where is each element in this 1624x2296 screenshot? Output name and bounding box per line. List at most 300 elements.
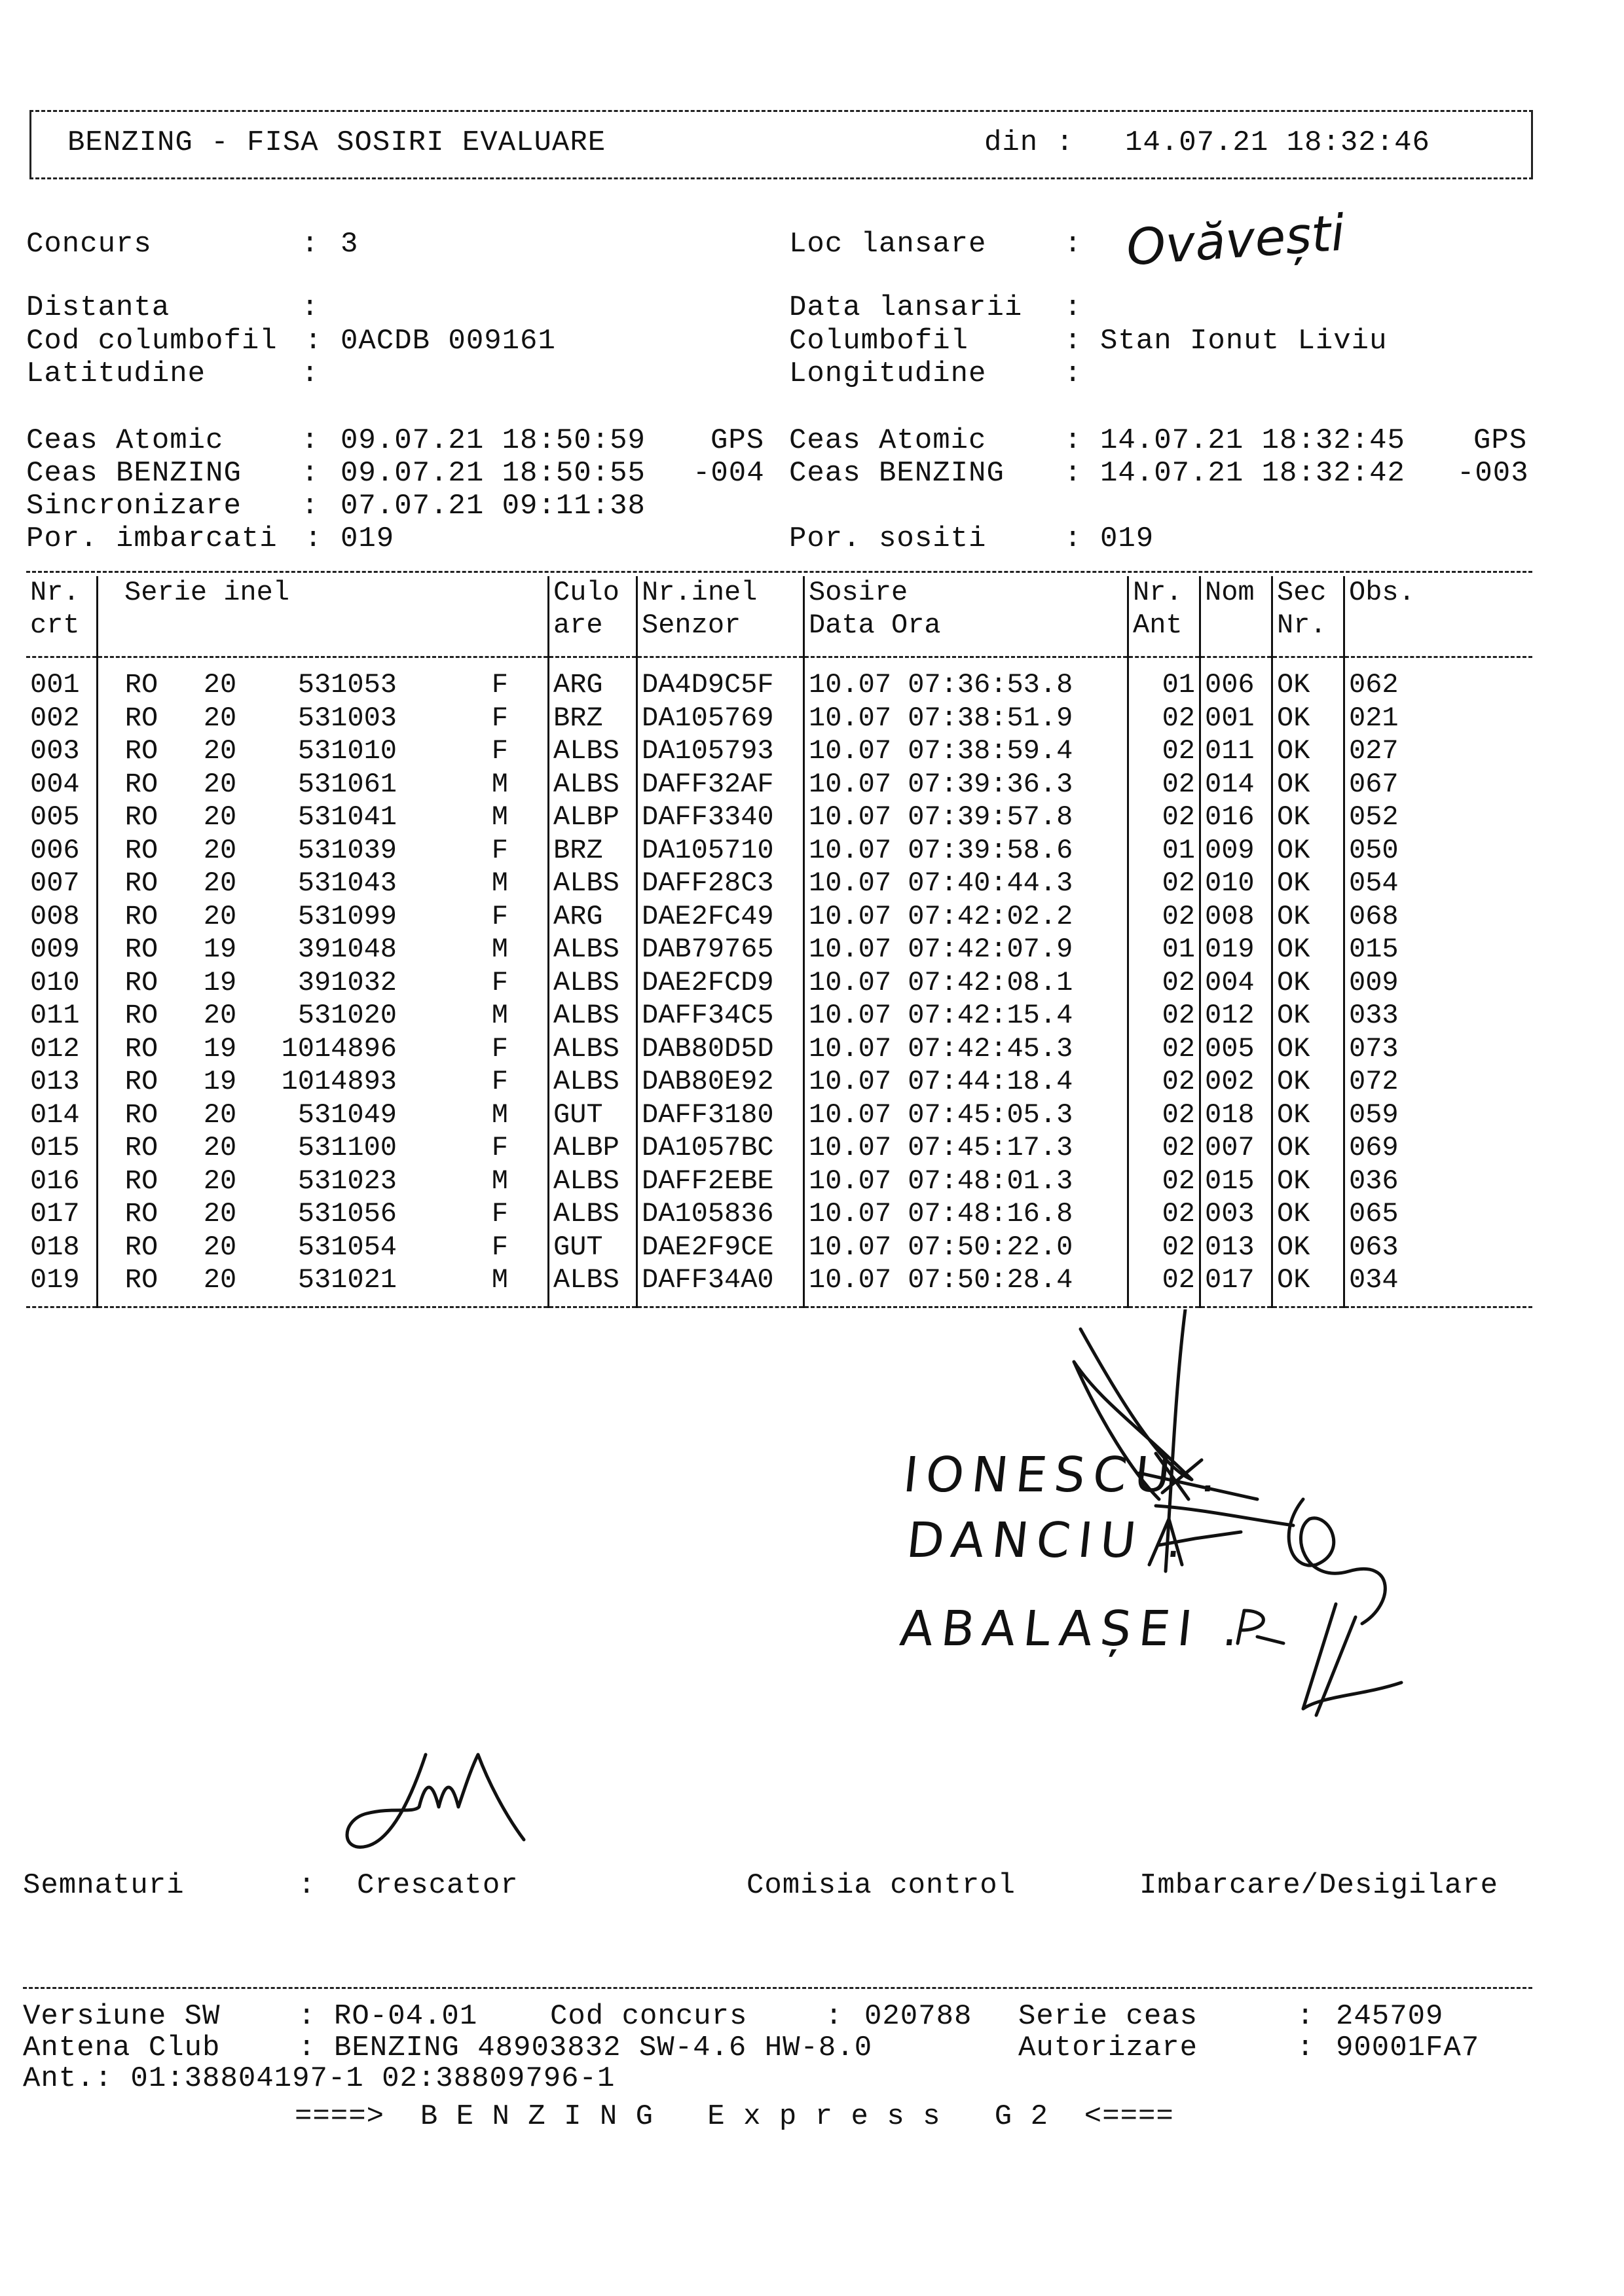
arrival-time: 07:39:36.3 (908, 768, 1073, 800)
security-status: OK (1272, 768, 1344, 801)
observation: 063 (1344, 1231, 1533, 1264)
arrival-time: 07:45:05.3 (908, 1099, 1073, 1131)
ring-year: 19 (203, 966, 237, 998)
security-status: OK (1272, 966, 1344, 1000)
colon: : (1064, 228, 1082, 261)
ring-color: BRZ (549, 834, 637, 867)
ring-year: 20 (203, 867, 237, 899)
observation: 069 (1344, 1131, 1533, 1165)
arrival-datetime (804, 768, 1128, 801)
colon: : (1064, 522, 1082, 555)
ring-year: 20 (203, 1264, 237, 1296)
col-obs-header: Obs. (1344, 576, 1533, 657)
ring-year: 20 (203, 1132, 237, 1163)
row-number: 017 (30, 1198, 80, 1230)
ring-sex: F (491, 1032, 508, 1065)
row-number: 001 (30, 669, 80, 701)
sensor-id: DAFF34A0 (637, 1264, 804, 1307)
arrival-datetime (804, 1131, 1128, 1165)
table-row (26, 867, 1532, 900)
arrival-time: 07:38:51.9 (908, 702, 1073, 734)
ring-country: RO (124, 1198, 158, 1230)
arrivals-table (26, 576, 1532, 1308)
ring-country: RO (124, 900, 158, 932)
ring-number: 531053 (297, 669, 397, 701)
ring-number: 531003 (297, 702, 397, 734)
ceas-benzing-start-value: 09.07.21 18:50:55 (341, 457, 646, 490)
observation: 054 (1344, 867, 1533, 900)
data-lansarii-label: Data lansarii (789, 291, 1023, 324)
sensor-id: DAFF3340 (637, 801, 804, 834)
sensor-id: DAE2FCD9 (637, 966, 804, 1000)
ring-number: 531039 (297, 834, 397, 866)
row-number: 005 (30, 801, 80, 833)
colon: : (298, 2032, 316, 2064)
arrival-date: 10.07 (809, 1231, 892, 1263)
colon: : (1064, 357, 1082, 390)
ring-country: RO (124, 702, 158, 734)
arrival-time: 07:36:53.8 (908, 669, 1073, 701)
col-culoare-header: Culo are (549, 576, 637, 657)
ring-sex: F (491, 900, 508, 932)
sensor-id: DAFF28C3 (637, 867, 804, 900)
row-number: 002 (30, 702, 80, 734)
nominated-rank: 008 (1200, 900, 1272, 934)
security-status: OK (1272, 1264, 1344, 1307)
ring-color: ALBS (549, 1165, 637, 1198)
nominated-rank: 015 (1200, 1165, 1272, 1198)
col-nr-header: Nr. crt (26, 576, 98, 657)
colon: : (301, 457, 320, 490)
table-row (26, 966, 1532, 1000)
ring-number: 531041 (297, 801, 397, 833)
distanta-label: Distanta (26, 291, 170, 324)
ring-serie (98, 1264, 549, 1307)
arrival-time: 07:38:59.4 (908, 735, 1073, 767)
table-header-row (26, 576, 1532, 657)
colon: : (1064, 424, 1082, 457)
colon: : (825, 2000, 843, 2033)
nominated-rank: 010 (1200, 867, 1272, 900)
por-imbarcati-label: Por. imbarcati (26, 522, 278, 555)
antenna-number: 01 (1128, 657, 1200, 702)
observation: 050 (1344, 834, 1533, 867)
ring-country: RO (124, 966, 158, 998)
observation: 052 (1344, 801, 1533, 834)
arrival-date: 10.07 (809, 1032, 892, 1065)
nominated-rank: 005 (1200, 1032, 1272, 1066)
sensor-id: DAB80D5D (637, 1032, 804, 1066)
ceas-benzing-start-extra: -004 (693, 457, 765, 490)
ring-number: 1014893 (281, 1066, 397, 1097)
security-status: OK (1272, 702, 1344, 735)
ring-color: ALBS (549, 1264, 637, 1307)
cod-columbofil-label: Cod columbofil (26, 325, 278, 357)
nominated-rank: 003 (1200, 1197, 1272, 1231)
handwritten-name-1: IONESCU . (900, 1447, 1228, 1503)
ring-year: 20 (203, 900, 237, 932)
ring-sex: M (491, 768, 508, 800)
arrival-datetime (804, 1165, 1128, 1198)
sensor-id: DAE2FC49 (637, 900, 804, 934)
crescator-signature (341, 1741, 537, 1872)
nominated-rank: 006 (1200, 657, 1272, 702)
ring-country: RO (124, 867, 158, 899)
por-sositi-label: Por. sositi (789, 522, 987, 555)
arrival-date: 10.07 (809, 900, 892, 932)
sensor-id: DAB79765 (637, 933, 804, 966)
ring-number: 531049 (297, 1099, 397, 1131)
ring-country: RO (124, 1165, 158, 1197)
nominated-rank: 009 (1200, 834, 1272, 867)
table-row (26, 657, 1532, 702)
ring-sex: F (491, 669, 508, 701)
arrival-time: 07:40:44.3 (908, 867, 1073, 899)
row-number: 011 (30, 1000, 80, 1031)
arrival-time: 07:50:22.0 (908, 1231, 1073, 1263)
sensor-id: DA4D9C5F (637, 657, 804, 702)
observation: 015 (1344, 933, 1533, 966)
arrival-date: 10.07 (809, 768, 892, 800)
ring-number: 531061 (297, 768, 397, 800)
arrival-datetime (804, 999, 1128, 1032)
ring-serie (98, 834, 549, 867)
antenna-number: 02 (1128, 1065, 1200, 1099)
table-row (26, 1264, 1532, 1307)
versiune-label: Versiune SW (23, 2000, 221, 2033)
arrival-datetime (804, 1099, 1128, 1132)
arrival-date: 10.07 (809, 1165, 892, 1197)
row-number: 006 (30, 834, 80, 866)
security-status: OK (1272, 1197, 1344, 1231)
nominated-rank: 001 (1200, 702, 1272, 735)
columbofil-label: Columbofil (789, 325, 969, 357)
loc-lansare-label: Loc lansare (789, 228, 987, 261)
versiune-value: RO-04.01 (334, 2000, 478, 2033)
security-status: OK (1272, 657, 1344, 702)
col-nom-header: Nom (1200, 576, 1272, 657)
security-status: OK (1272, 801, 1344, 834)
ring-sex: M (491, 1000, 508, 1031)
por-imbarcati-value: 019 (341, 522, 395, 555)
arrival-date: 10.07 (809, 934, 892, 965)
ring-serie (98, 768, 549, 801)
ring-serie (98, 867, 549, 900)
ring-country: RO (124, 1231, 158, 1263)
ring-color: ALBS (549, 1065, 637, 1099)
ring-sex: F (491, 1132, 508, 1163)
security-status: OK (1272, 900, 1344, 934)
sincronizare-value: 07.07.21 09:11:38 (341, 490, 646, 522)
ring-sex: M (491, 1099, 508, 1131)
table-row (26, 1165, 1532, 1198)
ring-year: 20 (203, 1198, 237, 1230)
security-status: OK (1272, 1131, 1344, 1165)
ring-year: 20 (203, 801, 237, 833)
security-status: OK (1272, 1165, 1344, 1198)
antena-label: Antena Club (23, 2032, 221, 2064)
antenna-number: 02 (1128, 1264, 1200, 1307)
crescator-label: Crescator (357, 1869, 519, 1902)
row-number: 010 (30, 966, 80, 998)
ring-color: BRZ (549, 702, 637, 735)
colon: : (1297, 2032, 1315, 2064)
ring-color: ALBS (549, 735, 637, 768)
observation: 027 (1344, 735, 1533, 768)
table-row (26, 834, 1532, 867)
table-row (26, 735, 1532, 768)
ring-number: 391048 (297, 934, 397, 965)
arrival-date: 10.07 (809, 834, 892, 866)
arrival-date: 10.07 (809, 1264, 892, 1296)
ceas-benzing-end-value: 14.07.21 18:32:42 (1100, 457, 1405, 490)
ring-sex: F (491, 702, 508, 734)
nominated-rank: 011 (1200, 735, 1272, 768)
ring-year: 20 (203, 768, 237, 800)
antenna-number: 02 (1128, 1131, 1200, 1165)
sensor-id: DA105793 (637, 735, 804, 768)
ring-year: 20 (203, 1165, 237, 1197)
nominated-rank: 014 (1200, 768, 1272, 801)
arrival-time: 07:44:18.4 (908, 1066, 1073, 1097)
col-sosire-header: Sosire Data Ora (804, 576, 1128, 657)
serie-ceas-value: 245709 (1336, 2000, 1444, 2033)
row-number: 018 (30, 1231, 80, 1263)
ring-sex: M (491, 801, 508, 833)
arrival-time: 07:50:28.4 (908, 1264, 1073, 1296)
table-row (26, 1131, 1532, 1165)
table-row (26, 1065, 1532, 1099)
observation: 009 (1344, 966, 1533, 1000)
antenna-number: 02 (1128, 999, 1200, 1032)
ring-serie (98, 1197, 549, 1231)
observation: 033 (1344, 999, 1533, 1032)
ring-serie (98, 1165, 549, 1198)
ceas-atomic-start-extra: GPS (710, 424, 765, 457)
ceas-benzing-end-label: Ceas BENZING (789, 457, 1005, 490)
arrival-datetime (804, 657, 1128, 702)
antenna-number: 01 (1128, 834, 1200, 867)
security-status: OK (1272, 1032, 1344, 1066)
latitudine-label: Latitudine (26, 357, 206, 390)
antenna-number: 02 (1128, 735, 1200, 768)
arrivals-table-body (26, 657, 1532, 1307)
ring-country: RO (124, 801, 158, 833)
colon: : (301, 424, 320, 457)
concurs-value: 3 (341, 228, 359, 261)
columbofil-value: Stan Ionut Liviu (1100, 325, 1388, 357)
ring-sex: M (491, 867, 508, 899)
nominated-rank: 012 (1200, 999, 1272, 1032)
arrival-time: 07:42:07.9 (908, 934, 1073, 965)
arrival-datetime (804, 900, 1128, 934)
table-row (26, 801, 1532, 834)
ring-year: 20 (203, 702, 237, 734)
arrival-time: 07:42:02.2 (908, 900, 1073, 932)
ring-color: GUT (549, 1231, 637, 1264)
arrival-datetime (804, 933, 1128, 966)
colon: : (1064, 325, 1082, 357)
security-status: OK (1272, 735, 1344, 768)
ring-sex: M (491, 1165, 508, 1197)
arrival-date: 10.07 (809, 735, 892, 767)
nominated-rank: 013 (1200, 1231, 1272, 1264)
ring-country: RO (124, 1099, 158, 1131)
arrival-date: 10.07 (809, 1000, 892, 1031)
row-number: 012 (30, 1032, 80, 1065)
arrival-date: 10.07 (809, 1198, 892, 1230)
benzing-express-banner: ====> B E N Z I N G E x p r e s s G 2 <==== (295, 2100, 1174, 2133)
serie-ceas-label: Serie ceas (1018, 2000, 1198, 2033)
security-status: OK (1272, 999, 1344, 1032)
arrival-datetime (804, 1032, 1128, 1066)
ring-sex: F (491, 1198, 508, 1230)
ring-year: 20 (203, 1231, 237, 1263)
arrival-datetime (804, 702, 1128, 735)
nominated-rank: 016 (1200, 801, 1272, 834)
antenna-number: 01 (1128, 933, 1200, 966)
handwritten-name-3: ABALAȘEI . (897, 1601, 1249, 1657)
sensor-id: DAFF3180 (637, 1099, 804, 1132)
comisia-control-label: Comisia control (747, 1869, 1016, 1902)
ring-color: ALBS (549, 1032, 637, 1066)
sensor-id: DA105769 (637, 702, 804, 735)
ceas-atomic-start-value: 09.07.21 18:50:59 (341, 424, 646, 457)
antenna-number: 02 (1128, 768, 1200, 801)
ceas-benzing-start-label: Ceas BENZING (26, 457, 242, 490)
ring-number: 531054 (297, 1231, 397, 1263)
ring-color: ALBS (549, 999, 637, 1032)
ring-country: RO (124, 669, 158, 701)
row-number: 003 (30, 735, 80, 767)
observation: 073 (1344, 1032, 1533, 1066)
autorizare-value: 90001FA7 (1336, 2032, 1480, 2064)
ring-color: GUT (549, 1099, 637, 1132)
handwritten-name-2: DANCIU . (904, 1512, 1193, 1569)
ring-country: RO (124, 735, 158, 767)
table-row (26, 1231, 1532, 1264)
row-number: 007 (30, 867, 80, 899)
ring-sex: F (491, 1231, 508, 1263)
document-title: BENZING - FISA SOSIRI EVALUARE (67, 126, 606, 159)
security-status: OK (1272, 1065, 1344, 1099)
ring-number: 531021 (297, 1264, 397, 1296)
ring-number: 531023 (297, 1165, 397, 1197)
por-sositi-value: 019 (1100, 522, 1154, 555)
col-sec-header: Sec Nr. (1272, 576, 1344, 657)
ring-color: ARG (549, 900, 637, 934)
sensor-id: DA1057BC (637, 1131, 804, 1165)
antenna-number: 02 (1128, 1165, 1200, 1198)
initials-mark-2 (1143, 1506, 1247, 1584)
arrival-date: 10.07 (809, 966, 892, 998)
table-row (26, 1099, 1532, 1132)
ring-serie (98, 933, 549, 966)
sensor-id: DAFF34C5 (637, 999, 804, 1032)
arrival-datetime (804, 735, 1128, 768)
autorizare-label: Autorizare (1018, 2032, 1198, 2064)
ring-color: ALBS (549, 966, 637, 1000)
col-nrinel-header: Nr.inel Senzor (637, 576, 804, 657)
cod-concurs-label: Cod concurs (550, 2000, 748, 2033)
arrival-time: 07:39:58.6 (908, 834, 1073, 866)
antenna-serials: Ant.: 01:38804197-1 02:38809796-1 (23, 2062, 616, 2095)
arrival-datetime (804, 1264, 1128, 1307)
initials-mark-3 (1231, 1604, 1290, 1650)
ring-year: 20 (203, 669, 237, 701)
ring-sex: F (491, 966, 508, 998)
arrival-time: 07:45:17.3 (908, 1132, 1073, 1163)
ring-year: 20 (203, 1000, 237, 1031)
ring-color: ALBS (549, 933, 637, 966)
ring-year: 20 (203, 735, 237, 767)
ring-year: 19 (203, 1066, 237, 1097)
longitudine-label: Longitudine (789, 357, 987, 390)
arrival-datetime (804, 1065, 1128, 1099)
ring-serie (98, 1065, 549, 1099)
arrival-datetime (804, 834, 1128, 867)
din-label: din : (984, 126, 1075, 159)
arrival-datetime (804, 867, 1128, 900)
arrival-time: 07:48:01.3 (908, 1165, 1073, 1197)
sensor-id: DA105836 (637, 1197, 804, 1231)
row-number: 014 (30, 1099, 80, 1131)
antenna-number: 02 (1128, 966, 1200, 1000)
colon: : (304, 522, 323, 555)
observation: 036 (1344, 1165, 1533, 1198)
antenna-number: 02 (1128, 1032, 1200, 1066)
ring-color: ARG (549, 657, 637, 702)
ring-country: RO (124, 934, 158, 965)
row-number: 009 (30, 934, 80, 965)
row-number: 013 (30, 1066, 80, 1097)
ring-number: 531043 (297, 867, 397, 899)
arrival-datetime (804, 1231, 1128, 1264)
ring-sex: M (491, 934, 508, 965)
arrival-date: 10.07 (809, 801, 892, 833)
ring-sex: F (491, 834, 508, 866)
row-number: 008 (30, 900, 80, 932)
observation: 021 (1344, 702, 1533, 735)
ring-serie (98, 1099, 549, 1132)
ring-number: 1014896 (281, 1032, 397, 1065)
observation: 068 (1344, 900, 1533, 934)
ceas-atomic-end-extra: GPS (1473, 424, 1528, 457)
ring-color: ALBS (549, 768, 637, 801)
ring-serie (98, 801, 549, 834)
colon: : (304, 325, 323, 357)
sincronizare-label: Sincronizare (26, 490, 242, 522)
ceas-atomic-end-label: Ceas Atomic (789, 424, 987, 457)
table-row (26, 1197, 1532, 1231)
header-datetime: 14.07.21 18:32:46 (1125, 126, 1430, 159)
ring-country: RO (124, 1032, 158, 1065)
security-status: OK (1272, 867, 1344, 900)
security-status: OK (1272, 834, 1344, 867)
col-serie-header: Serie inel (98, 576, 549, 657)
arrival-datetime (804, 1197, 1128, 1231)
ring-country: RO (124, 834, 158, 866)
ring-serie (98, 702, 549, 735)
nominated-rank: 004 (1200, 966, 1272, 1000)
ring-year: 19 (203, 1032, 237, 1065)
header-box (29, 110, 1533, 179)
colon: : (298, 2000, 316, 2033)
arrival-time: 07:48:16.8 (908, 1198, 1073, 1230)
ring-number: 531099 (297, 900, 397, 932)
ring-sex: F (491, 1066, 508, 1097)
antenna-number: 02 (1128, 702, 1200, 735)
